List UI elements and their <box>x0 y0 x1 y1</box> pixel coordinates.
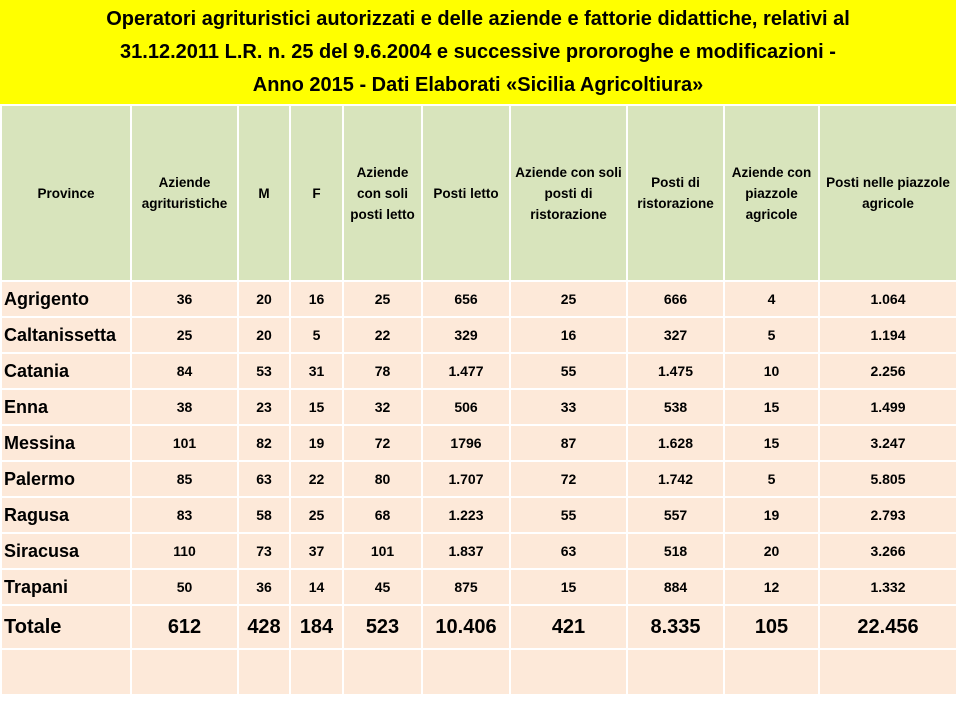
table-cell: 36 <box>131 281 238 317</box>
table-cell: 33 <box>510 389 627 425</box>
table-cell: 16 <box>510 317 627 353</box>
empty-row <box>1 649 957 695</box>
table-cell: 55 <box>510 497 627 533</box>
empty-cell <box>510 649 627 695</box>
table-cell: 73 <box>238 533 290 569</box>
slide-title <box>0 0 956 104</box>
province-cell: Messina <box>1 425 131 461</box>
table-cell: 329 <box>422 317 510 353</box>
table-cell: 538 <box>627 389 724 425</box>
table-row <box>1 461 957 497</box>
header-cell: Aziende agrituristiche <box>131 105 238 281</box>
table-cell: 15 <box>724 389 819 425</box>
table-cell: 82 <box>238 425 290 461</box>
table-cell: 36 <box>238 569 290 605</box>
empty-cell <box>627 649 724 695</box>
total-cell: 8.335 <box>627 605 724 649</box>
header-cell: M <box>238 105 290 281</box>
header-cell: Aziende con soli posti letto <box>343 105 422 281</box>
table-cell: 5.805 <box>819 461 957 497</box>
empty-cell <box>724 649 819 695</box>
table-row <box>1 281 957 317</box>
header-cell: Aziende con piazzole agricole <box>724 105 819 281</box>
table-cell: 19 <box>290 425 343 461</box>
title-line-2: 31.12.2011 L.R. n. 25 del 9.6.2004 e successive prororoghe e modificazioni - <box>120 41 836 63</box>
table-cell: 72 <box>343 425 422 461</box>
table-cell: 101 <box>343 533 422 569</box>
table-cell: 20 <box>238 317 290 353</box>
province-cell: Agrigento <box>1 281 131 317</box>
table-cell: 666 <box>627 281 724 317</box>
table-cell: 656 <box>422 281 510 317</box>
table-cell: 1.475 <box>627 353 724 389</box>
table-row <box>1 317 957 353</box>
total-cell: 105 <box>724 605 819 649</box>
table-cell: 50 <box>131 569 238 605</box>
table-cell: 110 <box>131 533 238 569</box>
table-cell: 25 <box>343 281 422 317</box>
total-row <box>1 605 957 649</box>
table-cell: 4 <box>724 281 819 317</box>
table-cell: 1.742 <box>627 461 724 497</box>
table-row <box>1 569 957 605</box>
table-cell: 5 <box>724 461 819 497</box>
province-cell: Catania <box>1 353 131 389</box>
table-cell: 1.628 <box>627 425 724 461</box>
table-cell: 68 <box>343 497 422 533</box>
table-cell: 14 <box>290 569 343 605</box>
total-label: Totale <box>1 605 131 649</box>
table-row <box>1 497 957 533</box>
table-cell: 5 <box>290 317 343 353</box>
empty-cell <box>819 649 957 695</box>
province-cell: Caltanissetta <box>1 317 131 353</box>
table-cell: 3.266 <box>819 533 957 569</box>
table-row <box>1 353 957 389</box>
total-cell: 421 <box>510 605 627 649</box>
table-cell: 53 <box>238 353 290 389</box>
table-cell: 15 <box>724 425 819 461</box>
table-cell: 2.256 <box>819 353 957 389</box>
table-cell: 875 <box>422 569 510 605</box>
table-cell: 10 <box>724 353 819 389</box>
table-cell: 87 <box>510 425 627 461</box>
table-cell: 1.064 <box>819 281 957 317</box>
table-cell: 1.499 <box>819 389 957 425</box>
title-line-3: Anno 2015 - Dati Elaborati «Sicilia Agricoltiura» <box>252 74 704 96</box>
table-cell: 38 <box>131 389 238 425</box>
table-cell: 15 <box>510 569 627 605</box>
table-row <box>1 425 957 461</box>
table-cell: 45 <box>343 569 422 605</box>
table-cell: 80 <box>343 461 422 497</box>
empty-cell <box>343 649 422 695</box>
table-cell: 83 <box>131 497 238 533</box>
table-cell: 1.332 <box>819 569 957 605</box>
table-cell: 1.707 <box>422 461 510 497</box>
table-cell: 22 <box>290 461 343 497</box>
province-cell: Ragusa <box>1 497 131 533</box>
header-cell: Province <box>1 105 131 281</box>
table-cell: 72 <box>510 461 627 497</box>
table-cell: 63 <box>238 461 290 497</box>
header-cell: Posti letto <box>422 105 510 281</box>
table-cell: 1.223 <box>422 497 510 533</box>
header-cell: Posti nelle piazzole agricole <box>819 105 957 281</box>
table-cell: 5 <box>724 317 819 353</box>
empty-cell <box>290 649 343 695</box>
header-cell: F <box>290 105 343 281</box>
table-row <box>1 389 957 425</box>
table-cell: 25 <box>510 281 627 317</box>
province-cell: Trapani <box>1 569 131 605</box>
table-row <box>1 533 957 569</box>
total-cell: 428 <box>238 605 290 649</box>
empty-cell <box>422 649 510 695</box>
province-cell: Enna <box>1 389 131 425</box>
table-cell: 1796 <box>422 425 510 461</box>
total-cell: 523 <box>343 605 422 649</box>
table-cell: 58 <box>238 497 290 533</box>
total-cell: 184 <box>290 605 343 649</box>
table-cell: 23 <box>238 389 290 425</box>
empty-cell <box>1 649 131 695</box>
table-cell: 518 <box>627 533 724 569</box>
empty-cell <box>131 649 238 695</box>
table-cell: 12 <box>724 569 819 605</box>
header-cell: Aziende con soli posti di ristorazione <box>510 105 627 281</box>
table-cell: 32 <box>343 389 422 425</box>
table-cell: 20 <box>238 281 290 317</box>
table-cell: 22 <box>343 317 422 353</box>
province-cell: Siracusa <box>1 533 131 569</box>
table-cell: 3.247 <box>819 425 957 461</box>
table-cell: 55 <box>510 353 627 389</box>
table-cell: 327 <box>627 317 724 353</box>
total-cell: 612 <box>131 605 238 649</box>
table-cell: 2.793 <box>819 497 957 533</box>
header-cell: Posti di ristorazione <box>627 105 724 281</box>
table-cell: 20 <box>724 533 819 569</box>
table-cell: 31 <box>290 353 343 389</box>
table-cell: 15 <box>290 389 343 425</box>
total-cell: 10.406 <box>422 605 510 649</box>
table-cell: 25 <box>131 317 238 353</box>
table-cell: 84 <box>131 353 238 389</box>
table-cell: 506 <box>422 389 510 425</box>
table-cell: 557 <box>627 497 724 533</box>
agritourism-table <box>0 104 958 696</box>
total-cell: 22.456 <box>819 605 957 649</box>
table-cell: 884 <box>627 569 724 605</box>
table-cell: 1.194 <box>819 317 957 353</box>
table-cell: 63 <box>510 533 627 569</box>
table-cell: 16 <box>290 281 343 317</box>
table-cell: 37 <box>290 533 343 569</box>
table-cell: 1.477 <box>422 353 510 389</box>
table-cell: 1.837 <box>422 533 510 569</box>
empty-cell <box>238 649 290 695</box>
table-cell: 101 <box>131 425 238 461</box>
header-row <box>1 105 957 281</box>
title-line-1: Operatori agrituristici autorizzati e delle aziende e fattorie didattiche, relativi al <box>106 8 850 30</box>
table-cell: 19 <box>724 497 819 533</box>
table-cell: 25 <box>290 497 343 533</box>
province-cell: Palermo <box>1 461 131 497</box>
table-cell: 85 <box>131 461 238 497</box>
table-cell: 78 <box>343 353 422 389</box>
